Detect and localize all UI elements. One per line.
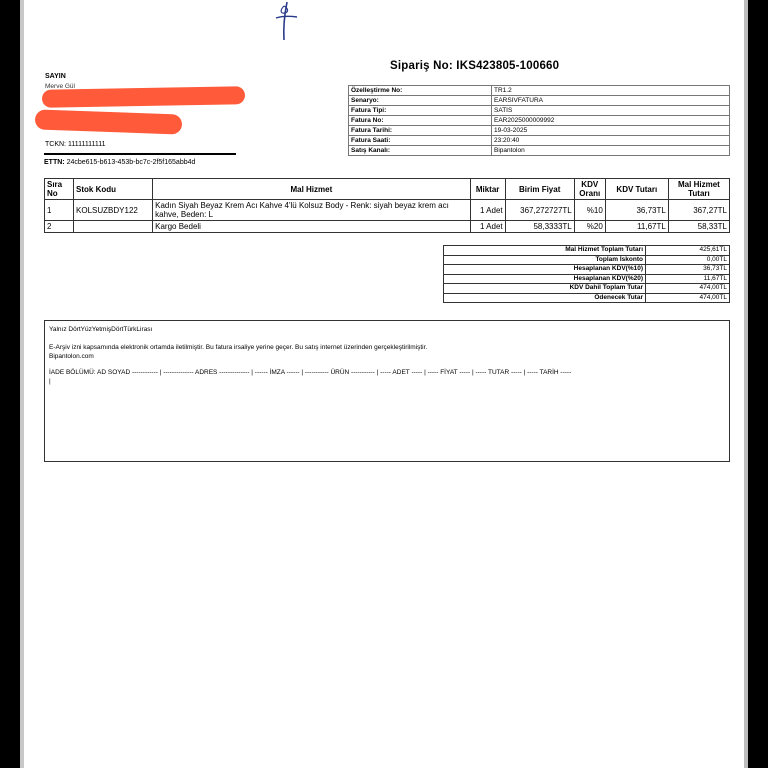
- info-value: SATIS: [492, 106, 730, 116]
- info-value: 19-03-2025: [492, 126, 730, 136]
- cell-birim: 367,272727TL: [505, 200, 574, 221]
- amount-in-words: Yalnız DörtYüzYetmişDörtTürkLirası: [49, 326, 153, 333]
- cell-stok: KOLSUZBDY122: [74, 200, 153, 221]
- return-cursor: |: [49, 378, 51, 385]
- info-key: Senaryo:: [349, 96, 492, 106]
- site-name: Bipantolon.com: [49, 353, 94, 360]
- totals-table: [443, 245, 730, 303]
- cell-miktar: 1 Adet: [470, 221, 505, 233]
- header-kdv-oran: KDV Oranı: [574, 179, 605, 200]
- header-mal-tutar: Mal Hizmet Tutarı: [668, 179, 729, 200]
- cell-kdv-oran: %10: [574, 200, 605, 221]
- info-row: [349, 136, 730, 146]
- header-sira: Sıra No: [45, 179, 74, 200]
- info-row: [349, 116, 730, 126]
- cell-kdv-tutar: 11,67TL: [605, 221, 668, 233]
- order-number-title: Sipariş No: IKS423805-100660: [390, 60, 560, 72]
- totals-row: [444, 246, 730, 256]
- return-section: İADE BÖLÜMÜ: AD SOYAD ------------ | -------------- ADRES -------------- | ------ İMZA ------ | ----------- ÜRÜN ----------- | ----- ADET ----- | ----- FİYAT ----- | ----- TUTAR ----- | ----- TARİH -----: [49, 369, 572, 376]
- items-table: [44, 178, 730, 233]
- info-row: [349, 126, 730, 136]
- redaction-mark: [35, 109, 183, 134]
- info-key: Özelleştirme No:: [349, 86, 492, 96]
- totals-row: [444, 293, 730, 303]
- info-row: [349, 106, 730, 116]
- invoice-info-table: [348, 85, 730, 156]
- items-header-row: [45, 179, 730, 200]
- header-miktar: Miktar: [470, 179, 505, 200]
- cell-sira: 1: [45, 200, 74, 221]
- cell-kdv-tutar: 36,73TL: [605, 200, 668, 221]
- info-value: EARSIVFATURA: [492, 96, 730, 106]
- page-edge: [744, 0, 748, 768]
- info-value: Bipantolon: [492, 146, 730, 156]
- info-value: EAR2025000009992: [492, 116, 730, 126]
- totals-row: [444, 284, 730, 294]
- table-row: [45, 221, 730, 233]
- info-row: [349, 146, 730, 156]
- cell-kdv-oran: %20: [574, 221, 605, 233]
- cell-mal: Kadın Siyah Beyaz Krem Acı Kahve 4'lü Kolsuz Body - Renk: siyah beyaz krem acı kahve, Beden: L: [153, 200, 470, 221]
- info-key: Fatura No:: [349, 116, 492, 126]
- header-birim: Birim Fiyat: [505, 179, 574, 200]
- totals-row: [444, 265, 730, 275]
- total-label: Hesaplanan KDV(%10): [444, 265, 646, 275]
- info-row: [349, 96, 730, 106]
- info-row: [349, 86, 730, 96]
- total-value: 11,67TL: [646, 274, 730, 284]
- sayin-label: SAYIN: [45, 73, 66, 80]
- total-label: Hesaplanan KDV(%20): [444, 274, 646, 284]
- total-value: 0,00TL: [646, 255, 730, 265]
- cell-miktar: 1 Adet: [470, 200, 505, 221]
- info-key: Fatura Tipi:: [349, 106, 492, 116]
- info-key: Fatura Saati:: [349, 136, 492, 146]
- info-value: TR1.2: [492, 86, 730, 96]
- cell-birim: 58,3333TL: [505, 221, 574, 233]
- cell-sira: 2: [45, 221, 74, 233]
- total-value: 425,61TL: [646, 246, 730, 256]
- total-value: 36,73TL: [646, 265, 730, 275]
- total-label: KDV Dahil Toplam Tutar: [444, 284, 646, 294]
- header-stok: Stok Kodu: [74, 179, 153, 200]
- header-kdv-tutar: KDV Tutarı: [605, 179, 668, 200]
- notes-box: [44, 320, 730, 462]
- ettn-value: 24cbe615-b613-453b-bc7c-2f5f165abb4d: [66, 159, 196, 166]
- info-value: 23:20:40: [492, 136, 730, 146]
- ettn-line: [44, 159, 195, 166]
- divider: [44, 153, 236, 155]
- page-edge: [20, 0, 24, 768]
- earsiv-notice: E-Arşiv izni kapsamında elektronik ortamda iletilmiştir. Bu fatura irsaliye yerine geçer. Bu satış internet üzerinden gerçekleştirilmiştir.: [49, 344, 428, 351]
- ettn-label: ETTN:: [44, 159, 65, 166]
- cell-stok: [74, 221, 153, 233]
- info-key: Satış Kanalı:: [349, 146, 492, 156]
- cell-mal-tutar: 367,27TL: [668, 200, 729, 221]
- total-label: Toplam İskonto: [444, 255, 646, 265]
- redaction-mark: [42, 86, 245, 108]
- totals-row: [444, 274, 730, 284]
- customer-name: Merve Gül: [45, 83, 75, 90]
- total-value: 474,00TL: [646, 293, 730, 303]
- total-label: Mal Hizmet Toplam Tutarı: [444, 246, 646, 256]
- info-key: Fatura Tarihi:: [349, 126, 492, 136]
- invoice-page: [20, 0, 748, 768]
- totals-row: [444, 255, 730, 265]
- signature-mark: [270, 0, 300, 45]
- cell-mal: Kargo Bedeli: [153, 221, 470, 233]
- header-mal: Mal Hizmet: [153, 179, 470, 200]
- total-label: Ödenecek Tutar: [444, 293, 646, 303]
- total-value: 474,00TL: [646, 284, 730, 294]
- table-row: [45, 200, 730, 221]
- cell-mal-tutar: 58,33TL: [668, 221, 729, 233]
- customer-tckn: TCKN: 11111111111: [45, 141, 106, 148]
